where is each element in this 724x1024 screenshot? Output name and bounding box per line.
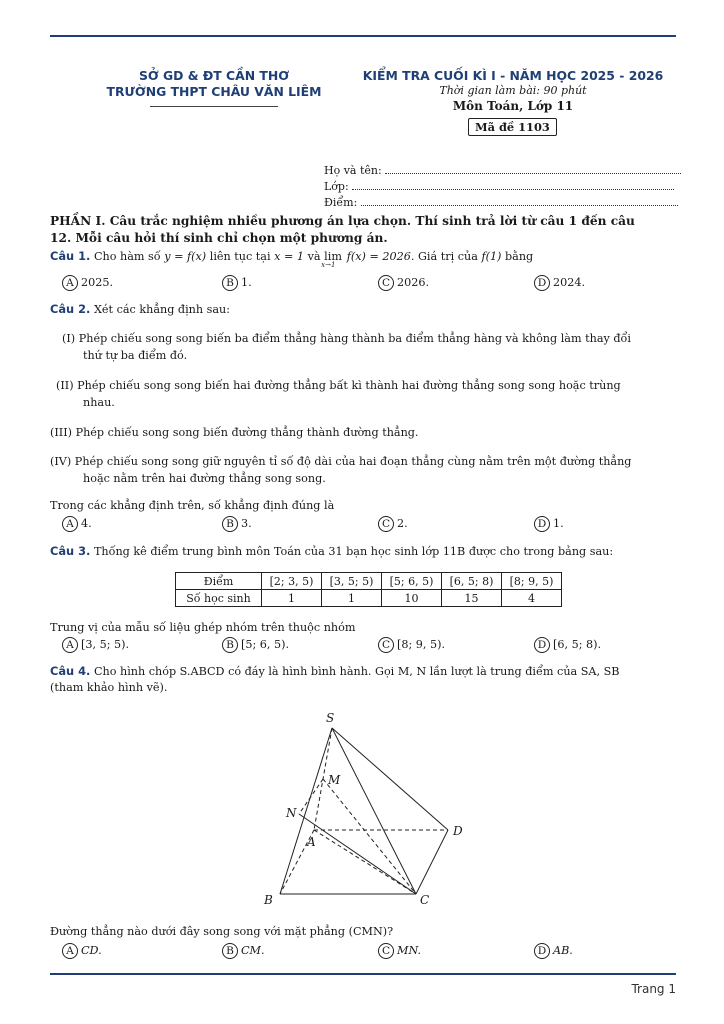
q3-option-b[interactable] <box>222 637 289 653</box>
class-dots <box>352 182 674 190</box>
table-interval-2: [3, 5; 5) <box>322 573 382 590</box>
q1-option-d-circle: D <box>534 275 550 291</box>
score-dots <box>361 198 678 206</box>
q3-option-a-text: [3, 5; 5). <box>81 638 130 651</box>
table-interval-1: [2; 3, 5) <box>262 573 322 590</box>
q4-option-a[interactable] <box>62 943 102 959</box>
page-number: Trang 1 <box>631 982 676 996</box>
q2-option-d-text: 1. <box>553 517 564 530</box>
q2-statement-1-line2: thứ tự ba điểm đó. <box>83 349 188 362</box>
score-label: Điểm: <box>324 196 358 209</box>
q2-statement-2 <box>56 377 621 411</box>
q2-option-c[interactable] <box>378 516 408 532</box>
q2-statement-1-num: (I) <box>62 332 76 345</box>
label-c: C <box>420 893 430 907</box>
table-row <box>176 590 562 607</box>
department-name: SỞ GD & ĐT CẦN THƠ <box>138 68 290 83</box>
q4-option-d[interactable] <box>534 943 573 959</box>
q4-option-c-text: MN. <box>397 944 422 957</box>
exam-subject: Môn Toán, Lớp 11 <box>452 99 574 113</box>
exam-duration: Thời gian làm bài: 90 phút <box>439 84 587 97</box>
q2-statement-4 <box>50 453 631 487</box>
q4-stem-line1 <box>50 664 620 678</box>
q3-question: Trung vị của mẫu số liệu ghép nhóm trên thuộc nhóm <box>50 621 356 634</box>
edge-nc <box>299 814 416 894</box>
edge-ac <box>314 830 416 894</box>
q4-option-c[interactable] <box>378 943 421 959</box>
q3-stem <box>50 544 613 558</box>
q2-option-c-circle: C <box>378 516 394 532</box>
table-interval-5: [8; 9, 5) <box>502 573 562 590</box>
pyramid-figure <box>240 708 480 908</box>
q2-statement-2-line2: nhau. <box>83 396 115 409</box>
part1-title-line1: PHẦN I. Câu trắc nghiệm nhiều phương án lựa chọn. Thí sinh trả lời từ câu 1 đến câu <box>50 214 635 228</box>
table-interval-4: [6, 5; 8) <box>442 573 502 590</box>
q2-option-a-circle: A <box>62 516 78 532</box>
table-row-label: Số học sinh <box>176 590 262 607</box>
school-underline <box>150 106 278 107</box>
q3-label: Câu 3. <box>50 544 91 558</box>
q1-label: Câu 1. <box>50 249 91 263</box>
top-rule <box>50 35 676 37</box>
q1-option-b-circle: B <box>222 275 238 291</box>
q1-option-c-text: 2026. <box>397 276 430 289</box>
q1-limit <box>321 250 343 269</box>
q1-math-fn: y = f(x) <box>164 250 207 263</box>
label-s: S <box>326 711 335 725</box>
q2-statement-2-line1: Phép chiếu song song biến hai đường thẳng bất kì thành hai đường thẳng song song hoặc trùng <box>77 379 621 392</box>
name-field[interactable] <box>324 164 681 177</box>
q3-option-b-circle: B <box>222 637 238 653</box>
q3-option-a[interactable] <box>62 637 129 653</box>
edge-sd <box>332 728 448 830</box>
q3-option-d-circle: D <box>534 637 550 653</box>
q1-option-b-text: 1. <box>241 276 252 289</box>
exam-code-box <box>468 120 557 134</box>
table-count-1: 1 <box>262 590 322 607</box>
label-b: B <box>264 893 273 907</box>
q1-text-b: liên tục tại <box>209 250 271 263</box>
part1-title-line2: 12. Mỗi câu hỏi thí sinh chỉ chọn một phương án. <box>50 231 388 245</box>
name-label: Họ và tên: <box>324 164 382 177</box>
label-a: A <box>307 835 316 849</box>
q3-text: Thống kê điểm trung bình môn Toán của 31 bạn học sinh lớp 11B được cho trong bảng sau: <box>93 545 614 558</box>
q1-math-val: f(1) <box>481 250 502 263</box>
q1-option-a-circle: A <box>62 275 78 291</box>
edge-mc <box>323 779 416 894</box>
q1-option-a-text: 2025. <box>81 276 114 289</box>
q2-statement-3-num: (III) <box>50 426 72 439</box>
q1-option-d-text: 2024. <box>553 276 586 289</box>
edge-mn <box>299 779 323 814</box>
q3-option-c[interactable] <box>378 637 445 653</box>
q2-option-a-text: 4. <box>81 517 92 530</box>
q4-option-a-circle: A <box>62 943 78 959</box>
q4-option-c-circle: C <box>378 943 394 959</box>
class-label: Lớp: <box>324 180 349 193</box>
label-n: N <box>286 806 297 820</box>
table-row <box>176 573 562 590</box>
exam-title: KIỂM TRA CUỐI KÌ I - NĂM HỌC 2025 - 2026 <box>362 68 664 83</box>
q1-math-pt: x = 1 <box>274 250 305 263</box>
q2-statement-1-line1: Phép chiếu song song biến ba điểm thẳng hàng thành ba điểm thẳng hàng và không làm thay đổi <box>78 332 631 345</box>
q2-option-d[interactable] <box>534 516 564 532</box>
q1-option-a[interactable] <box>62 275 113 291</box>
exam-code: Mã đề 1103 <box>468 118 557 136</box>
school-name: TRƯỜNG THPT CHÂU VĂN LIÊM <box>106 84 322 99</box>
q1-text-c: và <box>307 250 321 263</box>
q1-text-a: Cho hàm số <box>93 250 161 263</box>
q3-option-b-text: [5; 6, 5). <box>241 638 290 651</box>
bottom-rule <box>50 973 676 975</box>
q2-statement-2-num: (II) <box>56 379 74 392</box>
q4-option-a-text: CD. <box>81 944 102 957</box>
q1-math-lim: f(x) = 2026. <box>346 250 415 263</box>
q2-statement-3 <box>50 424 419 441</box>
table-count-3: 10 <box>382 590 442 607</box>
edge-cd <box>416 830 448 894</box>
q3-option-c-text: [8; 9, 5). <box>397 638 446 651</box>
q2-text: Xét các khẳng định sau: <box>93 303 231 316</box>
edge-sc <box>332 728 416 894</box>
q2-statement-4-line2: hoặc nằm trên hai đường thẳng song song. <box>83 472 326 485</box>
q4-option-d-circle: D <box>534 943 550 959</box>
q2-statement-4-num: (IV) <box>50 455 72 468</box>
q2-option-b-text: 3. <box>241 517 252 530</box>
table-count-2: 1 <box>322 590 382 607</box>
q2-option-b[interactable] <box>222 516 252 532</box>
q2-statement-3-line1: Phép chiếu song song biến đường thẳng thành đường thẳng. <box>75 426 419 439</box>
label-m: M <box>328 773 341 787</box>
q2-statement-4-line1: Phép chiếu song song giữ nguyên tỉ số độ dài của hai đoạn thẳng cùng nằm trên một đường thẳng <box>74 455 632 468</box>
q2-option-a[interactable] <box>62 516 92 532</box>
q3-option-d[interactable] <box>534 637 601 653</box>
score-field[interactable] <box>324 196 678 209</box>
q4-text-line1: Cho hình chóp S.ABCD có đáy là hình bình hành. Gọi M, N lần lượt là trung điểm của SA, SB <box>93 665 620 678</box>
q2-question: Trong các khẳng định trên, số khẳng định đúng là <box>50 499 335 512</box>
q1-option-c-circle: C <box>378 275 394 291</box>
q2-option-b-circle: B <box>222 516 238 532</box>
q3-option-a-circle: A <box>62 637 78 653</box>
q4-label: Câu 4. <box>50 664 91 678</box>
name-dots <box>385 166 681 174</box>
q2-statement-1 <box>62 330 631 364</box>
q4-option-b-text: CM. <box>241 944 265 957</box>
q1-option-b[interactable] <box>222 275 252 291</box>
table-interval-3: [5; 6, 5) <box>382 573 442 590</box>
q2-option-d-circle: D <box>534 516 550 532</box>
q4-option-b[interactable] <box>222 943 265 959</box>
table-count-5: 4 <box>502 590 562 607</box>
label-d: D <box>453 824 463 838</box>
q2-option-c-text: 2. <box>397 517 408 530</box>
q1-stem <box>50 249 534 269</box>
q3-option-d-text: [6, 5; 8). <box>553 638 602 651</box>
table-count-4: 15 <box>442 590 502 607</box>
table-header-label: Điểm <box>176 573 262 590</box>
q3-stats-table <box>175 572 562 607</box>
q1-lim-word: lim <box>324 250 342 263</box>
q1-lim-sub: x→1 <box>321 261 336 269</box>
q4-option-d-text: AB. <box>553 944 573 957</box>
q2-label: Câu 2. <box>50 302 91 316</box>
q1-option-c[interactable] <box>378 275 429 291</box>
q4-option-b-circle: B <box>222 943 238 959</box>
class-field[interactable] <box>324 180 674 193</box>
q4-stem-line2: (tham khảo hình vẽ). <box>50 681 168 694</box>
q1-text-d: Giá trị của <box>418 250 478 263</box>
q1-option-d[interactable] <box>534 275 585 291</box>
q2-stem <box>50 302 230 316</box>
q4-question: Đường thẳng nào dưới đây song song với mặt phẳng (CMN)? <box>50 925 394 938</box>
q1-text-e: bằng <box>505 250 534 263</box>
q3-option-c-circle: C <box>378 637 394 653</box>
